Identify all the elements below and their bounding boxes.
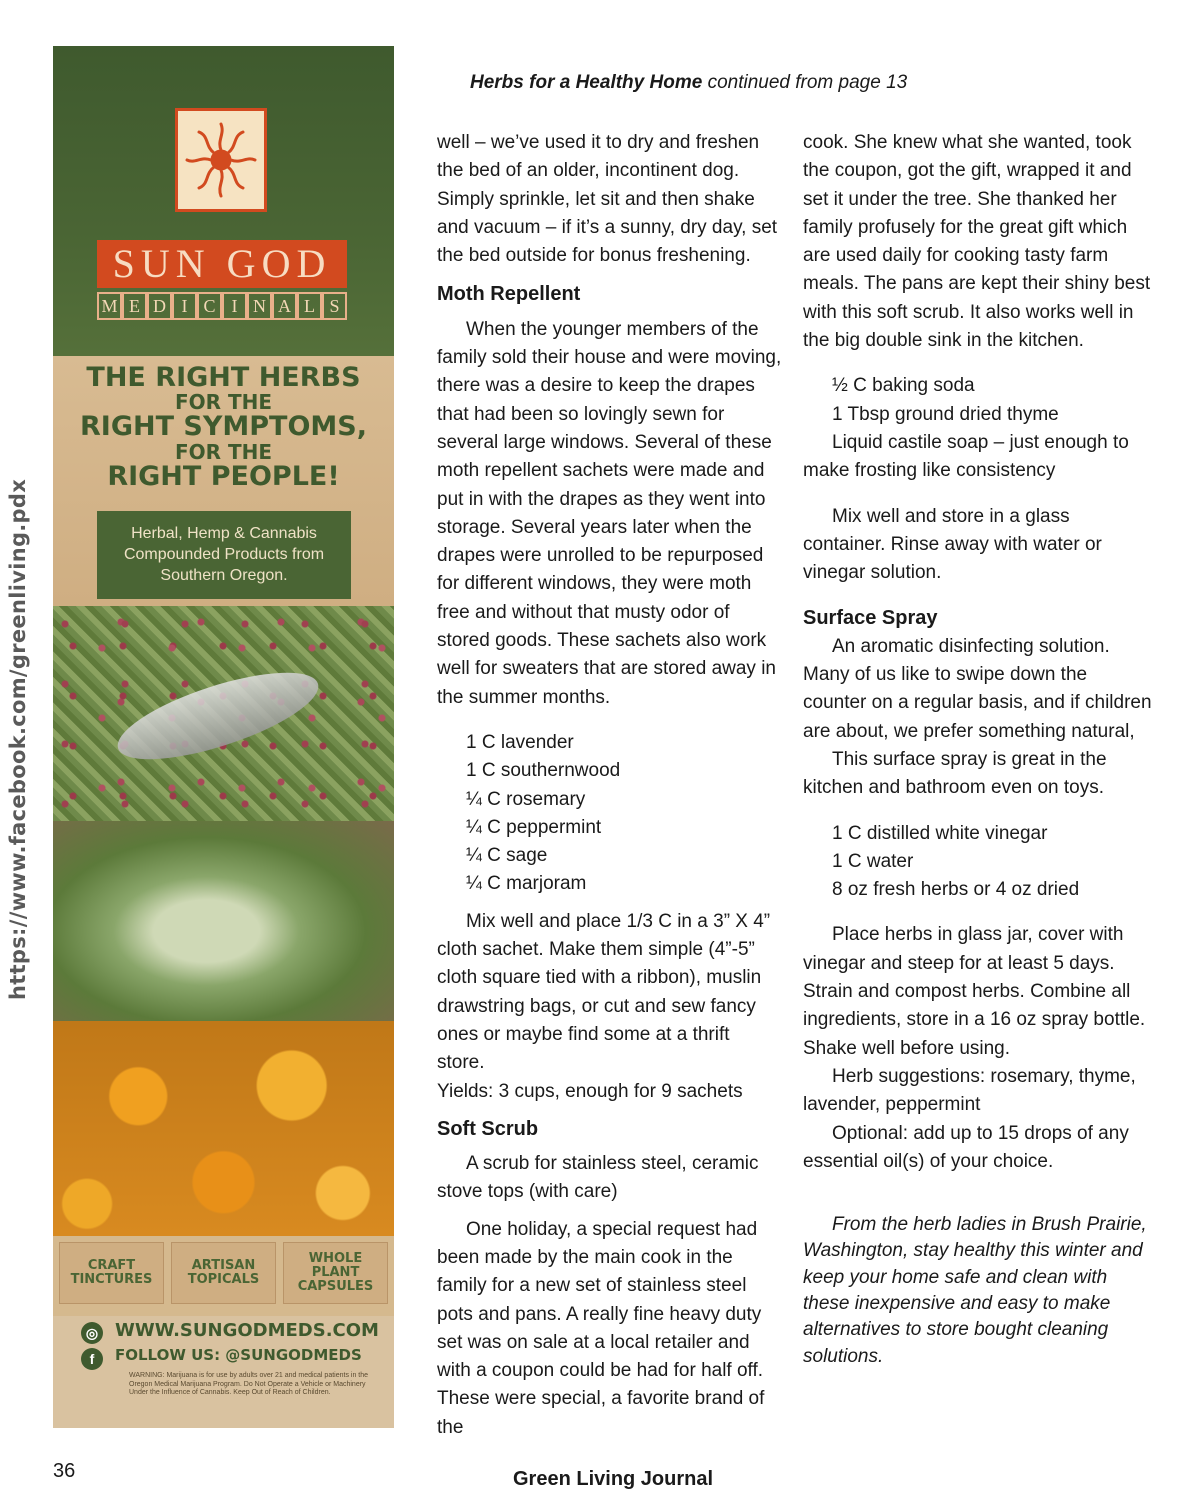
continued-header — [470, 72, 907, 94]
ad-contact — [53, 1316, 394, 1428]
paragraph: This surface spray is great in the kitchen and bathroom even on toys. — [803, 748, 1107, 799]
calendula-flowers-photo — [53, 1021, 394, 1236]
article-title: Herbs for a Healthy Home — [470, 72, 703, 93]
ad-headline — [63, 364, 384, 491]
brand-letter: N — [247, 292, 272, 320]
headline-line: RIGHT SYMPTOMS, — [79, 411, 367, 443]
herb-scoop-photo — [53, 606, 394, 821]
section-heading-spray: Surface Spray — [803, 607, 938, 630]
blurb-line: Compounded Products from — [123, 546, 325, 563]
list-item: 8 oz fresh herbs or 4 oz dried — [832, 879, 1080, 901]
list-item: ¼ C rosemary — [466, 788, 586, 810]
list-item: Liquid castile soap – just enough to — [832, 431, 1129, 453]
ad-follow-text: FOLLOW US: @SUNGODMEDS — [115, 1346, 362, 1364]
paragraph: Yields: 3 cups, enough for 9 sachets — [437, 1080, 743, 1102]
blurb-line: Herbal, Hemp & Cannabis — [131, 525, 317, 542]
list-item: 1 C water — [832, 850, 914, 872]
sun-logo-icon — [175, 108, 267, 212]
list-item: ½ C baking soda — [832, 375, 975, 397]
brand-letter: M — [97, 292, 122, 320]
paragraph: Optional: add up to 15 drops of any essential oil(s) of your choice. — [803, 1122, 1129, 1172]
paragraph: cook. She knew what she wanted, took the coupon, got the gift, wrapped it and set it under the tree. She thanked her family profusely for the great gift which are used daily for cooking tasty farm meals. The pans are kept their shiny best with this soft scrub. It also works well in the big double sink in the kitchen. — [803, 132, 1151, 352]
brand-subtitle — [97, 292, 347, 320]
paragraph: well – we’ve used it to dry and freshen the bed of an older, incontinent dog. Simply sprinkle, let sit and then shake and vacuum – if it’s a sunny, dry day, set the bed outside for bonus freshening. — [437, 132, 778, 267]
paragraph: One holiday, a special request had been made by the main cook in the family for a new set of stainless steel pots and pans. A really fine heavy duty set was on sale at a local retailer and with a coupon could be had for half off. These were special, a favorite brand of the — [437, 1218, 765, 1438]
list-item: 1 C lavender — [466, 731, 574, 753]
headline-line: FOR THE — [174, 439, 273, 464]
section-heading-moth: Moth Repellent — [437, 283, 581, 306]
brand-name: SUN GOD — [97, 240, 347, 288]
ad-blurb — [97, 511, 351, 599]
paragraph: A scrub for stainless steel, ceramic stove tops (with care) — [437, 1153, 759, 1203]
article-column-right — [803, 129, 1153, 1370]
headline-line: RIGHT PEOPLE! — [107, 460, 340, 492]
list-item: ¼ C peppermint — [466, 816, 602, 838]
paragraph: Mix well and store in a glass container. Rinse away with water or vinegar solution. — [803, 505, 1102, 584]
section-heading-scrub: Soft Scrub — [437, 1117, 539, 1140]
blurb-line: Southern Oregon. — [160, 567, 288, 584]
headline-line: FOR THE — [174, 390, 273, 415]
brand-letter: I — [172, 292, 197, 320]
paragraph: Place herbs in glass jar, cover with vinegar and steep for at least 5 days. Strain and compost herbs. Combine all ingredients, store in a 16 oz spray bottle. Shake well before using. — [803, 924, 1146, 1059]
scrub-ingredient-list — [803, 372, 1153, 485]
brand-letter: L — [297, 292, 322, 320]
facebook-url: https://www.facebook.com/greenliving.pdx — [6, 478, 30, 1000]
list-item: 1 C distilled white vinegar — [832, 822, 1048, 844]
page-number: 36 — [53, 1460, 76, 1482]
list-item: make frosting like consistency — [803, 460, 1056, 482]
paragraph: Herb suggestions: rosemary, thyme, lavender, peppermint — [803, 1065, 1136, 1116]
paragraph: When the younger members of the family sold their house and were moving, there was a desire to keep the drapes that had been so lovingly sewn for several large windows. Several of these moth repellent sachets were made and put in with the drapes as they went into storage. Several years later when the drapes were unrolled to be repurposed for different windows, they were moth free and without that musty odor of stored goods. These sachets also work well for sweaters that are stored away in the summer months. — [437, 318, 782, 708]
cannabis-bud-photo — [53, 821, 394, 1021]
product-pill: CRAFT TINCTURES — [59, 1242, 164, 1304]
paragraph: An aromatic disinfecting solution. Many of us like to swipe down the counter on a regular basis, and if children are about, we prefer something natural, — [803, 635, 1152, 742]
facebook-icon: f — [81, 1348, 103, 1370]
brand-letter: D — [147, 292, 172, 320]
ad-warning: WARNING: Marijuana is for use by adults over 21 and medical patients in the Oregon Medical Marijuana Program. Do Not Operate a Vehicle or Machinery Under the Influence of Cannabis. Keep Out of Reach of Children. — [129, 1372, 369, 1396]
ad-header-panel — [53, 46, 394, 356]
brand-letter: A — [272, 292, 297, 320]
list-item: ¼ C sage — [466, 845, 548, 867]
list-item: 1 Tbsp ground dried thyme — [832, 403, 1059, 425]
brand-letter: E — [122, 292, 147, 320]
journal-footer: Green Living Journal — [513, 1468, 714, 1490]
headline-line: THE RIGHT HERBS — [86, 362, 361, 393]
article-column-left — [437, 129, 782, 1442]
list-item: 1 C southernwood — [466, 760, 621, 782]
ad-headline-panel — [53, 356, 394, 606]
brand-letter: I — [222, 292, 247, 320]
continued-note: continued from page 13 — [702, 72, 908, 93]
product-categories — [59, 1242, 388, 1304]
spray-ingredient-list — [803, 820, 1153, 905]
brand-letter: S — [322, 292, 347, 320]
ad-footer-panel — [53, 1236, 394, 1428]
instagram-icon: ◎ — [81, 1322, 103, 1344]
product-pill: WHOLE PLANT CAPSULES — [283, 1242, 388, 1304]
list-item: ¼ C marjoram — [466, 873, 587, 895]
closing-note: From the herb ladies in Brush Prairie, Washington, stay healthy this winter and keep your home safe and clean with these inexpensive and easy to make alternatives to store bought cleaning solutions. — [803, 1214, 1147, 1367]
sun-god-advertisement — [53, 46, 394, 1428]
ad-website-link[interactable]: WWW.SUNGODMEDS.COM — [115, 1320, 379, 1341]
moth-ingredient-list — [437, 729, 782, 899]
product-pill: ARTISAN TOPICALS — [171, 1242, 276, 1304]
brand-letter: C — [197, 292, 222, 320]
paragraph: Mix well and place 1/3 C in a 3” X 4” cloth sachet. Make them simple (4”-5” cloth square tied with a ribbon), muslin drawstring bags, or cut and sew fancy ones or maybe find some at a thrift store. — [437, 910, 771, 1074]
